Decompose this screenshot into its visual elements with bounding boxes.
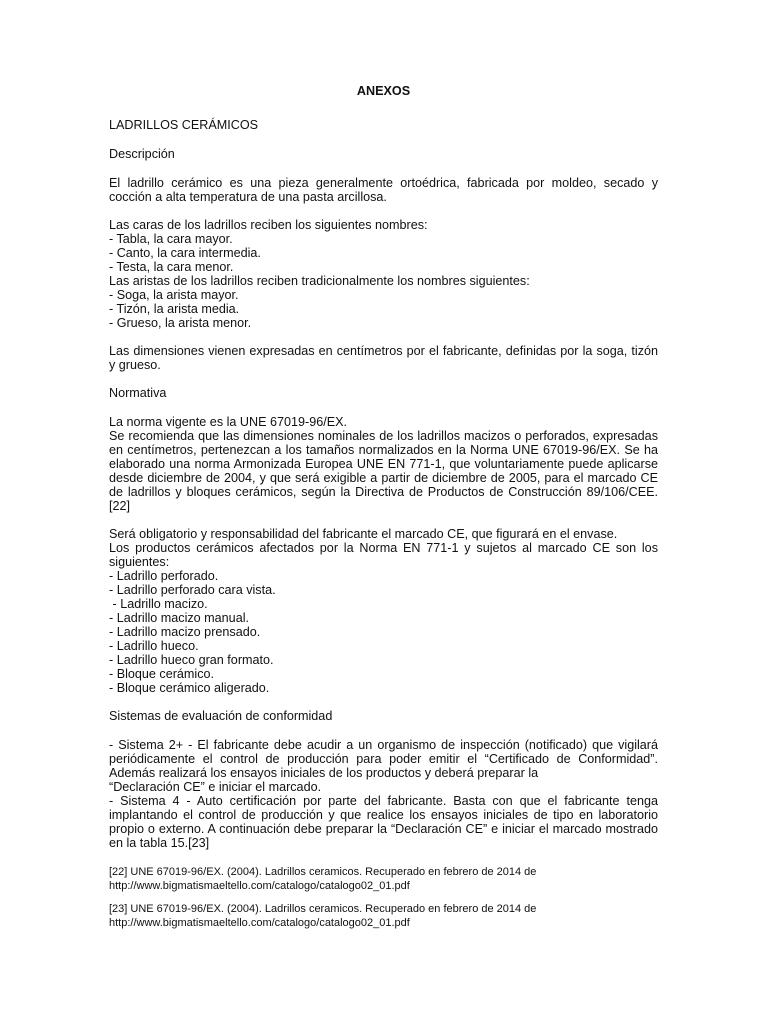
list-item: - Ladrillo macizo manual. — [109, 611, 249, 625]
footnote-text: [22] UNE 67019-96/EX. (2004). Ladrillos ceramicos. Recuperado en febrero de 2014 de — [109, 866, 537, 878]
list-item: - Testa, la cara menor. — [109, 260, 234, 274]
productos-intro: Los productos cerámicos afectados por la Norma EN 771-1 y sujetos al marcado CE son los siguientes: — [109, 541, 658, 569]
footnote-url: http://www.bigmatismaeltello.com/catalogo/catalogo02_01.pdf — [109, 916, 410, 929]
sistema2-paragraph: - Sistema 2+ - El fabricante debe acudir a un organismo de inspección (notificado) que vigilará periódicamente el control de producción para poder emitir el “Certificado de Conformidad”. Además realizará los ensayos iniciales de los productos y deberá preparar la — [109, 738, 658, 780]
normativa-heading: Normativa — [109, 386, 167, 400]
dimensiones-paragraph: Las dimensiones vienen expresadas en centímetros por el fabricante, definidas por la soga, tizón y grueso. — [109, 344, 658, 372]
document-page — [109, 84, 658, 864]
list-item: - Bloque cerámico. — [109, 667, 214, 681]
footnote-23 — [109, 903, 658, 930]
normativa-paragraph: Se recomienda que las dimensiones nominales de los ladrillos macizos o perforados, expresadas en centímetros, pertenezcan a los tamaños normalizados en la Norma UNE 67019-96/EX. Se ha elaborado una norma Armonizada Europea UNE EN 771-1, que voluntariamente puede aplicarse desde diciembre de 2004, y que será exigible a partir de diciembre de 2005, para el marcado CE de ladrillos y bloques cerámicos, según la Directiva de Productos de Construcción 89/106/CEE. [22] — [109, 429, 658, 513]
descripcion-heading: Descripción — [109, 147, 175, 161]
productos-block — [109, 527, 658, 695]
sistemas-block — [109, 738, 658, 850]
list-item: - Ladrillo macizo prensado. — [109, 625, 261, 639]
list-item: - Canto, la cara intermedia. — [109, 246, 261, 260]
list-item: - Ladrillo macizo. — [109, 597, 208, 611]
obligatorio-line: Será obligatorio y responsabilidad del fabricante el marcado CE, que figurará en el envase. — [109, 527, 618, 541]
footnote-url: http://www.bigmatismaeltello.com/catalogo/catalogo02_01.pdf — [109, 879, 410, 892]
list-item: - Tizón, la arista media. — [109, 302, 240, 316]
normativa-line: La norma vigente es la UNE 67019-96/EX. — [109, 415, 348, 429]
footnote-22 — [109, 866, 658, 893]
aristas-intro: Las aristas de los ladrillos reciben tradicionalmente los nombres siguientes: — [109, 274, 530, 288]
sistema4-paragraph: - Sistema 4 - Auto certificación por parte del fabricante. Basta con que el fabricante tenga implantando el control de producción y que realice los ensayos iniciales de tipo en laboratorio propio o externo. A continuación debe preparar la “Declaración CE” e iniciar el marcado mostrado en la tabla 15.[23] — [109, 794, 658, 850]
sistema2-last-line: “Declaración CE” e iniciar el marcado. — [109, 780, 322, 794]
caras-aristas-block — [109, 218, 658, 330]
list-item: - Ladrillo hueco. — [109, 639, 199, 653]
footnote-text: [23] UNE 67019-96/EX. (2004). Ladrillos ceramicos. Recuperado en febrero de 2014 de — [109, 903, 537, 915]
list-item: - Soga, la arista mayor. — [109, 288, 239, 302]
list-item: - Ladrillo perforado. — [109, 569, 219, 583]
descripcion-paragraph: El ladrillo cerámico es una pieza generalmente ortoédrica, fabricada por moldeo, secado y cocción a alta temperatura de una pasta arcillosa. — [109, 176, 658, 204]
page-title: ANEXOS — [356, 84, 411, 98]
section-title: LADRILLOS CERÁMICOS — [109, 118, 259, 132]
footnotes — [109, 866, 658, 940]
list-item: - Ladrillo hueco gran formato. — [109, 653, 274, 667]
caras-intro: Las caras de los ladrillos reciben los siguientes nombres: — [109, 218, 428, 232]
list-item: - Ladrillo perforado cara vista. — [109, 583, 276, 597]
list-item: - Bloque cerámico aligerado. — [109, 681, 270, 695]
list-item: - Tabla, la cara mayor. — [109, 232, 233, 246]
list-item: - Grueso, la arista menor. — [109, 316, 252, 330]
sistemas-heading: Sistemas de evaluación de conformidad — [109, 709, 333, 723]
normativa-block — [109, 415, 658, 513]
